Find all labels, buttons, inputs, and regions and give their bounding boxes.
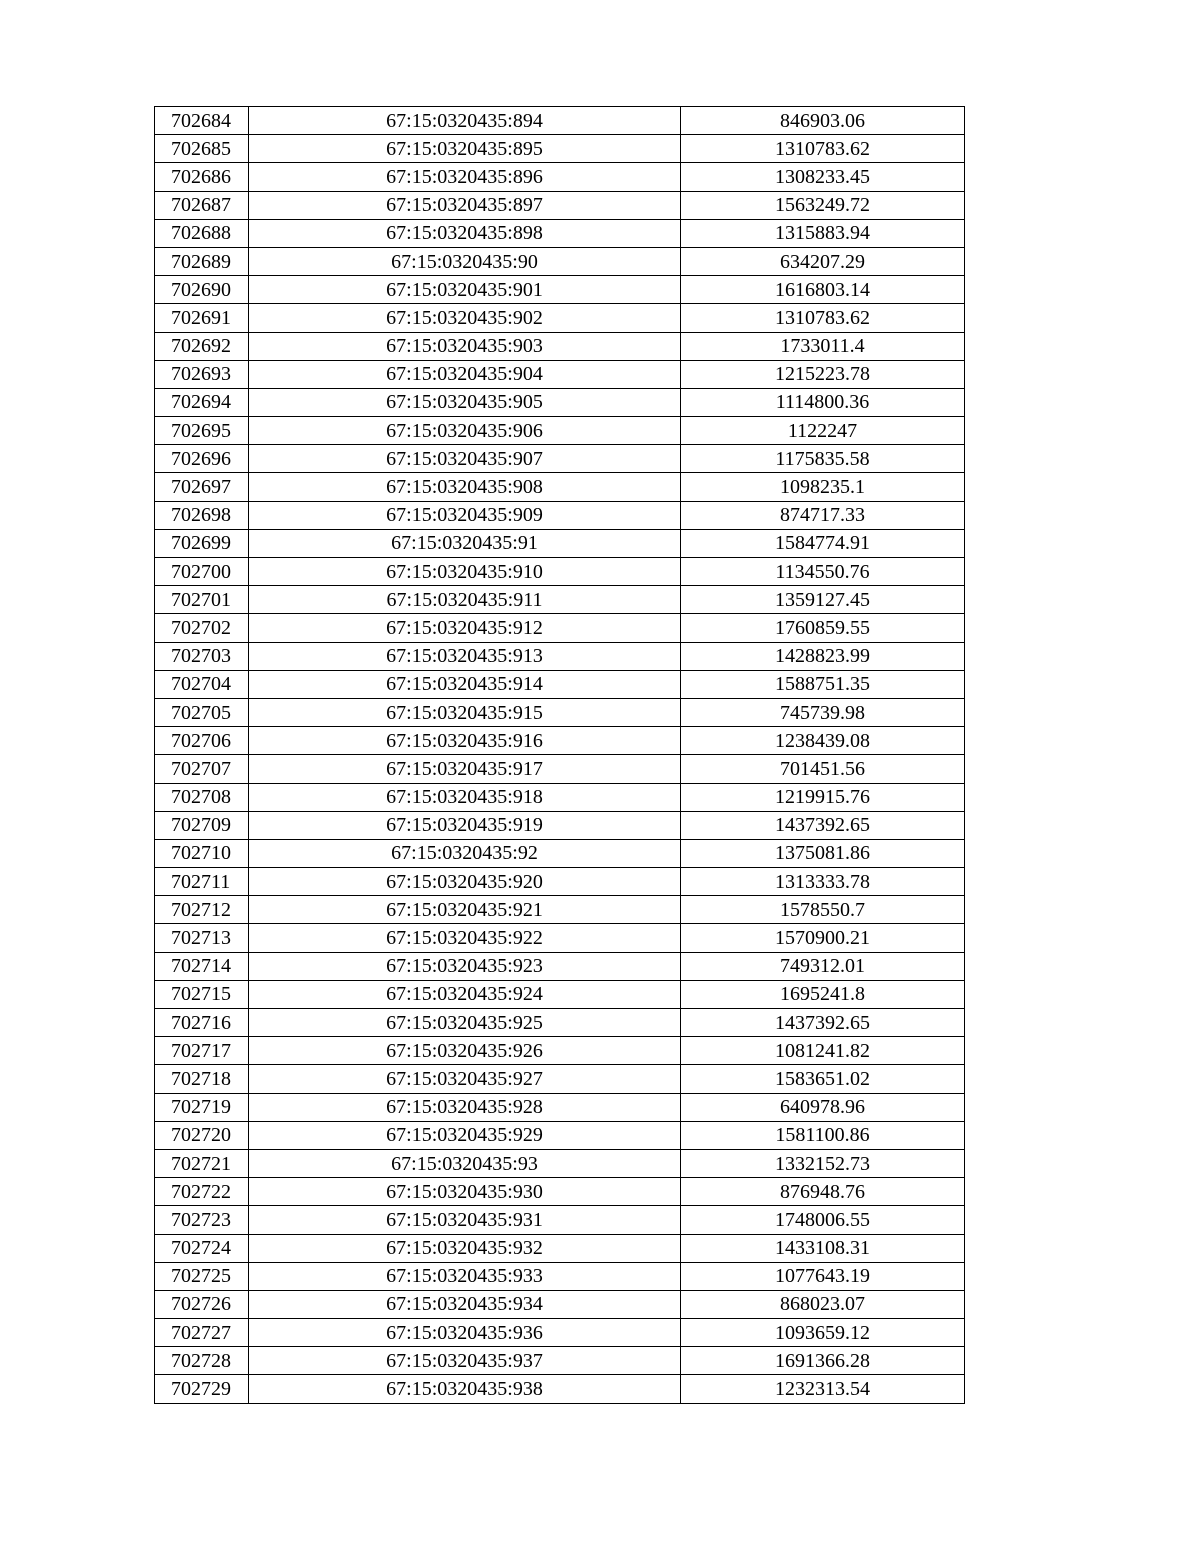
table-row <box>155 1149 965 1177</box>
cadastral-number-cell: 67:15:0320435:902 <box>249 304 681 332</box>
cadastral-value-cell: 1748006.55 <box>681 1206 965 1234</box>
table-row <box>155 1234 965 1262</box>
table-row <box>155 1206 965 1234</box>
cadastral-value-table <box>154 106 965 1404</box>
cadastral-value-cell: 846903.06 <box>681 107 965 135</box>
table-row <box>155 1065 965 1093</box>
cadastral-value-cell: 1691366.28 <box>681 1347 965 1375</box>
table-row <box>155 1319 965 1347</box>
row-number-cell: 702717 <box>155 1037 249 1065</box>
cadastral-number-cell: 67:15:0320435:915 <box>249 698 681 726</box>
cadastral-number-cell: 67:15:0320435:930 <box>249 1178 681 1206</box>
cadastral-value-cell: 1733011.4 <box>681 332 965 360</box>
cadastral-number-cell: 67:15:0320435:916 <box>249 727 681 755</box>
table-row <box>155 1262 965 1290</box>
cadastral-value-cell: 1433108.31 <box>681 1234 965 1262</box>
cadastral-number-cell: 67:15:0320435:901 <box>249 276 681 304</box>
table-row <box>155 1290 965 1318</box>
cadastral-number-cell: 67:15:0320435:932 <box>249 1234 681 1262</box>
row-number-cell: 702721 <box>155 1149 249 1177</box>
cadastral-number-cell: 67:15:0320435:908 <box>249 473 681 501</box>
row-number-cell: 702700 <box>155 558 249 586</box>
cadastral-number-cell: 67:15:0320435:917 <box>249 755 681 783</box>
table-row <box>155 586 965 614</box>
table-row <box>155 980 965 1008</box>
cadastral-number-cell: 67:15:0320435:920 <box>249 868 681 896</box>
table-row <box>155 388 965 416</box>
cadastral-value-cell: 1359127.45 <box>681 586 965 614</box>
row-number-cell: 702725 <box>155 1262 249 1290</box>
cadastral-value-cell: 1570900.21 <box>681 924 965 952</box>
table-row <box>155 868 965 896</box>
row-number-cell: 702703 <box>155 642 249 670</box>
row-number-cell: 702707 <box>155 755 249 783</box>
cadastral-number-cell: 67:15:0320435:906 <box>249 417 681 445</box>
table-row <box>155 276 965 304</box>
cadastral-value-cell: 634207.29 <box>681 247 965 275</box>
cadastral-number-cell: 67:15:0320435:904 <box>249 360 681 388</box>
cadastral-number-cell: 67:15:0320435:926 <box>249 1037 681 1065</box>
row-number-cell: 702710 <box>155 839 249 867</box>
cadastral-number-cell: 67:15:0320435:931 <box>249 1206 681 1234</box>
row-number-cell: 702726 <box>155 1290 249 1318</box>
cadastral-value-cell: 1437392.65 <box>681 811 965 839</box>
cadastral-number-cell: 67:15:0320435:937 <box>249 1347 681 1375</box>
cadastral-value-cell: 701451.56 <box>681 755 965 783</box>
row-number-cell: 702684 <box>155 107 249 135</box>
cadastral-value-cell: 1238439.08 <box>681 727 965 755</box>
table-row <box>155 952 965 980</box>
row-number-cell: 702690 <box>155 276 249 304</box>
table-row <box>155 332 965 360</box>
cadastral-number-cell: 67:15:0320435:912 <box>249 614 681 642</box>
cadastral-number-cell: 67:15:0320435:914 <box>249 670 681 698</box>
cadastral-number-cell: 67:15:0320435:913 <box>249 642 681 670</box>
table-row <box>155 896 965 924</box>
row-number-cell: 702704 <box>155 670 249 698</box>
row-number-cell: 702692 <box>155 332 249 360</box>
cadastral-value-cell: 1437392.65 <box>681 1009 965 1037</box>
row-number-cell: 702697 <box>155 473 249 501</box>
row-number-cell: 702722 <box>155 1178 249 1206</box>
cadastral-number-cell: 67:15:0320435:905 <box>249 388 681 416</box>
cadastral-number-cell: 67:15:0320435:93 <box>249 1149 681 1177</box>
cadastral-value-cell: 1175835.58 <box>681 445 965 473</box>
row-number-cell: 702709 <box>155 811 249 839</box>
cadastral-value-cell: 1122247 <box>681 417 965 445</box>
row-number-cell: 702724 <box>155 1234 249 1262</box>
cadastral-value-cell: 1584774.91 <box>681 529 965 557</box>
cadastral-value-cell: 1428823.99 <box>681 642 965 670</box>
row-number-cell: 702718 <box>155 1065 249 1093</box>
row-number-cell: 702708 <box>155 783 249 811</box>
cadastral-number-cell: 67:15:0320435:938 <box>249 1375 681 1403</box>
row-number-cell: 702685 <box>155 135 249 163</box>
row-number-cell: 702728 <box>155 1347 249 1375</box>
row-number-cell: 702716 <box>155 1009 249 1037</box>
cadastral-number-cell: 67:15:0320435:929 <box>249 1121 681 1149</box>
cadastral-number-cell: 67:15:0320435:925 <box>249 1009 681 1037</box>
row-number-cell: 702705 <box>155 698 249 726</box>
row-number-cell: 702702 <box>155 614 249 642</box>
cadastral-number-cell: 67:15:0320435:910 <box>249 558 681 586</box>
cadastral-value-cell: 1215223.78 <box>681 360 965 388</box>
cadastral-number-cell: 67:15:0320435:921 <box>249 896 681 924</box>
cadastral-number-cell: 67:15:0320435:92 <box>249 839 681 867</box>
cadastral-number-cell: 67:15:0320435:903 <box>249 332 681 360</box>
cadastral-number-cell: 67:15:0320435:934 <box>249 1290 681 1318</box>
cadastral-number-cell: 67:15:0320435:898 <box>249 219 681 247</box>
table-row <box>155 529 965 557</box>
cadastral-number-cell: 67:15:0320435:919 <box>249 811 681 839</box>
row-number-cell: 702715 <box>155 980 249 1008</box>
row-number-cell: 702698 <box>155 501 249 529</box>
table-row <box>155 783 965 811</box>
cadastral-number-cell: 67:15:0320435:91 <box>249 529 681 557</box>
table-row <box>155 360 965 388</box>
cadastral-value-cell: 876948.76 <box>681 1178 965 1206</box>
cadastral-value-cell: 1232313.54 <box>681 1375 965 1403</box>
cadastral-value-cell: 1077643.19 <box>681 1262 965 1290</box>
row-number-cell: 702691 <box>155 304 249 332</box>
table-row <box>155 191 965 219</box>
cadastral-value-cell: 1375081.86 <box>681 839 965 867</box>
cadastral-value-cell: 1310783.62 <box>681 135 965 163</box>
cadastral-value-cell: 749312.01 <box>681 952 965 980</box>
cadastral-value-cell: 1563249.72 <box>681 191 965 219</box>
cadastral-number-cell: 67:15:0320435:911 <box>249 586 681 614</box>
cadastral-number-cell: 67:15:0320435:90 <box>249 247 681 275</box>
row-number-cell: 702688 <box>155 219 249 247</box>
cadastral-number-cell: 67:15:0320435:897 <box>249 191 681 219</box>
row-number-cell: 702689 <box>155 247 249 275</box>
cadastral-value-cell: 1313333.78 <box>681 868 965 896</box>
table-row <box>155 163 965 191</box>
table-row <box>155 727 965 755</box>
cadastral-value-cell: 745739.98 <box>681 698 965 726</box>
cadastral-value-cell: 1114800.36 <box>681 388 965 416</box>
cadastral-number-cell: 67:15:0320435:923 <box>249 952 681 980</box>
cadastral-value-cell: 1578550.7 <box>681 896 965 924</box>
table-row <box>155 1375 965 1403</box>
cadastral-value-cell: 1332152.73 <box>681 1149 965 1177</box>
cadastral-number-cell: 67:15:0320435:924 <box>249 980 681 1008</box>
row-number-cell: 702706 <box>155 727 249 755</box>
row-number-cell: 702714 <box>155 952 249 980</box>
row-number-cell: 702687 <box>155 191 249 219</box>
table-row <box>155 107 965 135</box>
cadastral-number-cell: 67:15:0320435:907 <box>249 445 681 473</box>
cadastral-number-cell: 67:15:0320435:894 <box>249 107 681 135</box>
table-row <box>155 1037 965 1065</box>
cadastral-number-cell: 67:15:0320435:928 <box>249 1093 681 1121</box>
cadastral-value-cell: 1588751.35 <box>681 670 965 698</box>
row-number-cell: 702701 <box>155 586 249 614</box>
cadastral-number-cell: 67:15:0320435:896 <box>249 163 681 191</box>
cadastral-number-cell: 67:15:0320435:918 <box>249 783 681 811</box>
cadastral-value-cell: 1581100.86 <box>681 1121 965 1149</box>
table-row <box>155 614 965 642</box>
row-number-cell: 702711 <box>155 868 249 896</box>
row-number-cell: 702723 <box>155 1206 249 1234</box>
table-body <box>155 107 965 1404</box>
cadastral-value-cell: 1695241.8 <box>681 980 965 1008</box>
table-row <box>155 1178 965 1206</box>
cadastral-value-cell: 1583651.02 <box>681 1065 965 1093</box>
table-row <box>155 304 965 332</box>
table-row <box>155 1093 965 1121</box>
cadastral-value-cell: 1098235.1 <box>681 473 965 501</box>
cadastral-value-cell: 868023.07 <box>681 1290 965 1318</box>
table-row <box>155 642 965 670</box>
cadastral-value-cell: 1134550.76 <box>681 558 965 586</box>
row-number-cell: 702686 <box>155 163 249 191</box>
cadastral-value-cell: 1616803.14 <box>681 276 965 304</box>
row-number-cell: 702719 <box>155 1093 249 1121</box>
cadastral-number-cell: 67:15:0320435:933 <box>249 1262 681 1290</box>
table-row <box>155 1009 965 1037</box>
cadastral-number-cell: 67:15:0320435:909 <box>249 501 681 529</box>
table-row <box>155 755 965 783</box>
cadastral-value-cell: 1315883.94 <box>681 219 965 247</box>
row-number-cell: 702712 <box>155 896 249 924</box>
cadastral-value-cell: 1081241.82 <box>681 1037 965 1065</box>
cadastral-number-cell: 67:15:0320435:922 <box>249 924 681 952</box>
cadastral-value-cell: 1308233.45 <box>681 163 965 191</box>
row-number-cell: 702729 <box>155 1375 249 1403</box>
cadastral-value-cell: 1219915.76 <box>681 783 965 811</box>
cadastral-number-cell: 67:15:0320435:927 <box>249 1065 681 1093</box>
row-number-cell: 702727 <box>155 1319 249 1347</box>
table-row <box>155 501 965 529</box>
row-number-cell: 702720 <box>155 1121 249 1149</box>
cadastral-value-cell: 1760859.55 <box>681 614 965 642</box>
cadastral-value-cell: 1310783.62 <box>681 304 965 332</box>
table-row <box>155 670 965 698</box>
table-row <box>155 1347 965 1375</box>
row-number-cell: 702713 <box>155 924 249 952</box>
row-number-cell: 702695 <box>155 417 249 445</box>
table-row <box>155 698 965 726</box>
table-row <box>155 247 965 275</box>
table-row <box>155 445 965 473</box>
table-row <box>155 558 965 586</box>
table-row <box>155 219 965 247</box>
table-row <box>155 839 965 867</box>
cadastral-number-cell: 67:15:0320435:936 <box>249 1319 681 1347</box>
cadastral-value-cell: 1093659.12 <box>681 1319 965 1347</box>
row-number-cell: 702694 <box>155 388 249 416</box>
table-row <box>155 135 965 163</box>
row-number-cell: 702696 <box>155 445 249 473</box>
table-row <box>155 1121 965 1149</box>
row-number-cell: 702699 <box>155 529 249 557</box>
cadastral-number-cell: 67:15:0320435:895 <box>249 135 681 163</box>
table-row <box>155 473 965 501</box>
table-row <box>155 811 965 839</box>
cadastral-value-cell: 640978.96 <box>681 1093 965 1121</box>
cadastral-value-cell: 874717.33 <box>681 501 965 529</box>
table-row <box>155 924 965 952</box>
row-number-cell: 702693 <box>155 360 249 388</box>
table-row <box>155 417 965 445</box>
